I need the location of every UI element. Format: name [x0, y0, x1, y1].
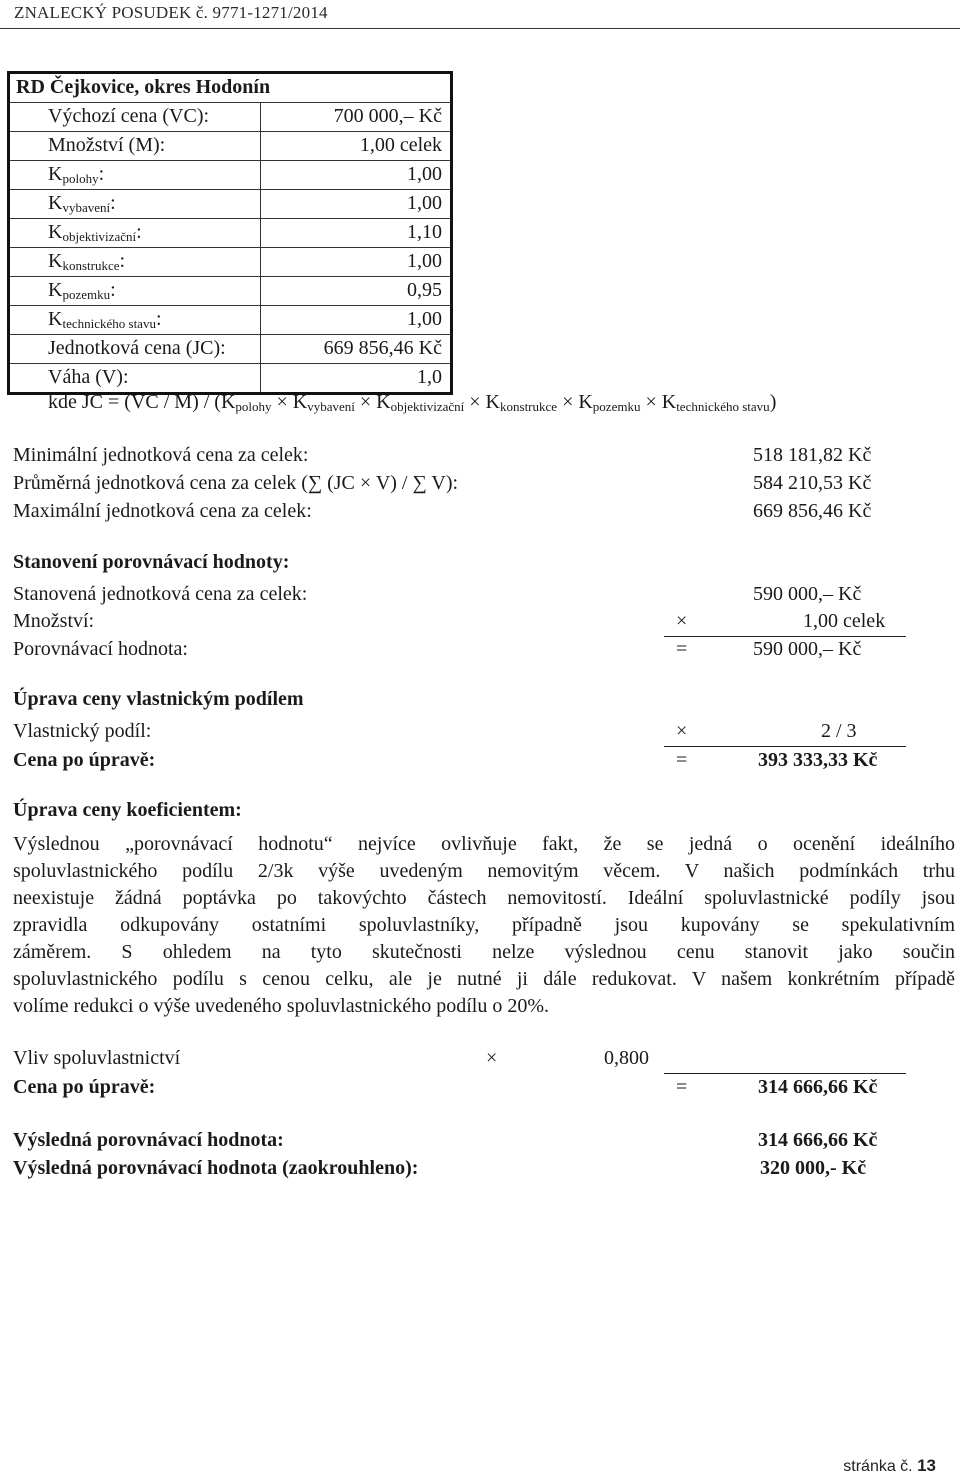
max-price-value: 669 856,46 Kč	[753, 500, 872, 522]
ownership-heading: Úprava ceny vlastnickým podílem	[13, 688, 304, 710]
share-value: 2 / 3	[821, 720, 857, 742]
min-price-label: Minimální jednotková cena za celek:	[13, 444, 309, 466]
table-row	[10, 306, 450, 335]
adjusted-price-label: Cena po úpravě:	[13, 749, 156, 771]
row-value: 1,00	[407, 308, 442, 330]
multiply-icon: ×	[486, 1047, 498, 1069]
paragraph-line: volíme redukci o výše uvedeného spoluvlastnického podílu o 20%.	[13, 995, 550, 1017]
result-value-label: Výsledná porovnávací hodnota:	[13, 1129, 284, 1151]
co-ownership-label: Vliv spoluvlastnictví	[13, 1047, 181, 1069]
row-label: Výchozí cena (VC):	[48, 105, 210, 127]
adjusted-price-value: 393 333,33 Kč	[758, 749, 878, 771]
table-title-row	[10, 74, 450, 103]
row-label: Jednotková cena (JC):	[48, 337, 226, 359]
co-ownership-value: 0,800	[604, 1047, 649, 1069]
set-price-label: Stanovená jednotková cena za celek:	[13, 583, 308, 605]
final-adjusted-label: Cena po úpravě:	[13, 1076, 156, 1098]
equals-icon: =	[676, 638, 688, 660]
table-row	[10, 132, 450, 161]
rounded-value-label: Výsledná porovnávací hodnota (zaokrouhleno):	[13, 1157, 419, 1179]
quantity-value: 1,00 celek	[803, 610, 886, 632]
row-value: 1,00 celek	[359, 134, 442, 156]
rounded-value: 320 000,- Kč	[760, 1157, 867, 1179]
sum-rule	[664, 746, 906, 747]
multiply-icon: ×	[676, 610, 688, 632]
sum-rule	[664, 1073, 906, 1074]
comparison-value-label: Porovnávací hodnota:	[13, 638, 188, 660]
header-rule	[0, 28, 960, 29]
table-row	[10, 103, 450, 132]
sum-rule	[664, 636, 906, 637]
page-number: stránka č. 13	[843, 1456, 936, 1475]
equals-icon: =	[676, 1076, 688, 1098]
table-row	[10, 248, 450, 277]
row-value: 1,00	[407, 250, 442, 272]
row-value: 1,00	[407, 192, 442, 214]
table-row	[10, 335, 450, 364]
document-header: ZNALECKÝ POSUDEK č. 9771-1271/2014	[14, 3, 328, 22]
comparison-value: 590 000,– Kč	[753, 638, 862, 660]
row-label: $K_{objektivizační}$:	[48, 221, 142, 244]
row-label: $K_{polohy}$:	[48, 163, 105, 186]
paragraph-line: záměrem. S ohledem na tyto skutečnosti nelze výslednou cenu stanovit jako součin	[13, 941, 955, 963]
row-value: 1,00	[407, 163, 442, 185]
table-title: RD Čejkovice, okres Hodonín	[16, 76, 271, 98]
row-label: $K_{vybavení}$:	[48, 192, 116, 215]
final-adjusted-value: 314 666,66 Kč	[758, 1076, 878, 1098]
paragraph-line: zpravidla odkupovány ostatními spoluvlastníky, případně jsou kupovány se spekulativním	[13, 914, 955, 936]
paragraph-line: spoluvlastnického podílu 2/3k výše uvedeným nemovitým věcem. V našich podmínkách trhu	[13, 860, 955, 882]
row-label: Množství (M):	[48, 134, 166, 156]
row-value: 700 000,– Kč	[333, 105, 442, 127]
paragraph-line: spoluvlastnického podílu s cenou celku, ale je nutné ji dále redukovat. V našem konkrétním případě	[13, 968, 955, 990]
paragraph-line: Výslednou „porovnávací hodnotu“ nejvíce ovlivňuje fakt, že se jedná o ocenění ideálního	[13, 833, 955, 855]
valuation-table	[7, 71, 453, 395]
row-label: $K_{pozemku}$:	[48, 279, 116, 302]
quantity-label: Množství:	[13, 610, 95, 632]
comparison-heading: Stanovení porovnávací hodnoty:	[13, 551, 290, 573]
share-label: Vlastnický podíl:	[13, 720, 152, 742]
paragraph-line: neexistuje žádná poptávka po takovýchto částech nemovitostí. Ideální spoluvlastnické podíly jsou	[13, 887, 955, 909]
equals-icon: =	[676, 749, 688, 771]
result-value: 314 666,66 Kč	[758, 1129, 878, 1151]
multiply-icon: ×	[676, 720, 688, 742]
avg-price-value: 584 210,53 Kč	[753, 472, 872, 494]
max-price-label: Maximální jednotková cena za celek:	[13, 500, 312, 522]
table-row	[10, 364, 450, 392]
table-row	[10, 277, 450, 306]
coefficient-heading: Úprava ceny koeficientem:	[13, 799, 242, 821]
table-row	[10, 190, 450, 219]
table-row	[10, 161, 450, 190]
row-label: $K_{konstrukce}$:	[48, 250, 126, 273]
row-label: $K_{technického stavu}$:	[48, 308, 162, 331]
coefficient-paragraph	[13, 831, 955, 1020]
min-price-value: 518 181,82 Kč	[753, 444, 872, 466]
row-value: 1,10	[407, 221, 442, 243]
table-row	[10, 219, 450, 248]
avg-price-label: Průměrná jednotková cena za celek (∑ (JC × V) / ∑ V):	[13, 472, 459, 494]
row-value: 0,95	[407, 279, 442, 301]
set-price-value: 590 000,– Kč	[753, 583, 862, 605]
row-value: 669 856,46 Kč	[323, 337, 442, 359]
row-value: 1,0	[417, 366, 442, 388]
row-label: Váha (V):	[48, 366, 129, 388]
formula-line: kde JC = $(VC / M) / (K_{polohy} \times K_{vybavení} \times K_{objektivizační} \times K_{konstrukce} \times K_{pozemku} \times K_{technického stavu})$	[48, 391, 777, 414]
